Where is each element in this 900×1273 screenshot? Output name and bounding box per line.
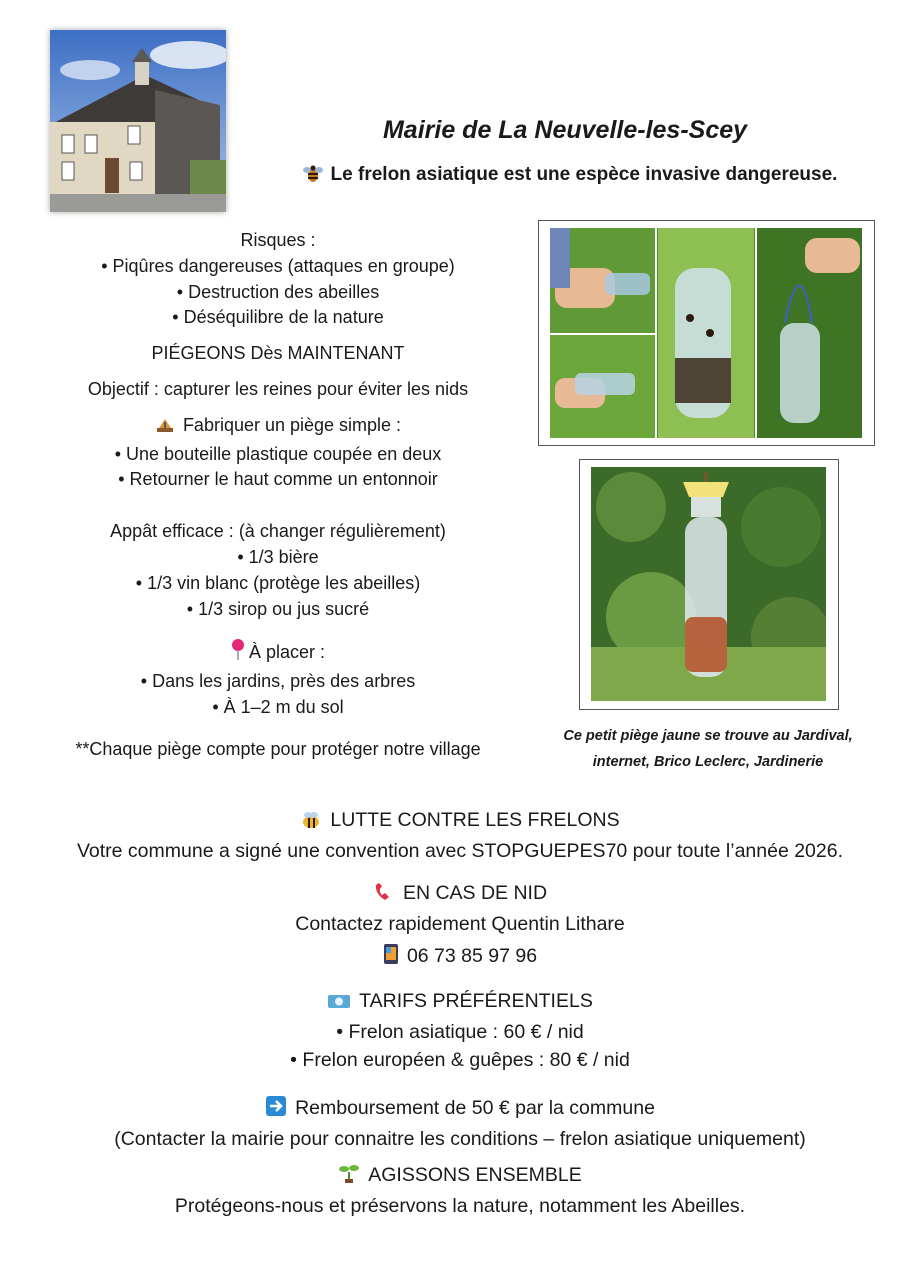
place-item: • Dans les jardins, près des arbres (140, 671, 416, 692)
page-title: Mairie de La Neuvelle-les-Scey (382, 116, 748, 144)
page-subtitle: Le frelon asiatique est une espèce invasive dangereuse. (270, 164, 870, 189)
lutte-text: Votre commune a signé une convention avec STOPGUEPES70 pour toute l’année 2026. (76, 840, 844, 862)
place-item: • À 1–2 m du sol (212, 696, 344, 717)
banknote-icon (327, 990, 351, 1018)
tarif-item: • Frelon européen & guêpes : 80 € / nid (290, 1049, 630, 1071)
bait-item: • 1/3 bière (237, 546, 319, 567)
rembourse-title: Remboursement de 50 € par la commune (30, 1094, 890, 1125)
right-arrow-icon (265, 1095, 287, 1125)
bait-item: • 1/3 sirop ou jus sucré (186, 598, 370, 619)
trap-caption: Ce petit piège jaune se trouve au Jardival, internet, Brico Leclerc, Jardinerie (563, 728, 853, 770)
place-title: À placer : (40, 639, 516, 669)
bait-title: Appât efficace : (à changer régulièrement) (110, 521, 446, 542)
objective-text: Objectif : capturer les reines pour éviter les nids (87, 378, 469, 399)
trap-title: Fabriquer un piège simple : (40, 413, 516, 442)
closing-text: **Chaque piège compte pour protéger notre village (75, 738, 481, 759)
ensemble-text: Protégeons-nous et préservons la nature, notamment les Abeilles. (174, 1195, 746, 1217)
trap-step: • Retourner le haut comme un entonnoir (118, 469, 438, 490)
trap-collage-frame (538, 220, 875, 446)
yellow-trap-frame (579, 459, 839, 710)
rembourse-text: (Contacter la mairie pour connaitre les conditions – frelon asiatique uniquement) (114, 1128, 806, 1150)
nid-title: EN CAS DE NID (30, 879, 890, 910)
tarifs-title: TARIFS PRÉFÉRENTIELS (30, 987, 890, 1018)
bee-icon (300, 809, 322, 837)
hornet-icon (303, 165, 323, 189)
bait-item: • 1/3 vin blanc (protège les abeilles) (135, 572, 421, 593)
trap-collage-photo (550, 228, 862, 438)
trap-step: • Une bouteille plastique coupée en deux (114, 443, 442, 464)
town-hall-photo (50, 30, 226, 212)
yellow-trap-photo (591, 467, 826, 701)
bottom-section (30, 806, 890, 1220)
phone-number: 06 73 85 97 96 (30, 942, 890, 973)
tools-icon (155, 416, 175, 442)
lutte-title: LUTTE CONTRE LES FRELONS (30, 806, 890, 837)
mobile-phone-icon (383, 943, 399, 973)
info-column (40, 228, 516, 763)
call-to-action: PIÉGEONS Dès MAINTENANT (151, 343, 405, 364)
risk-item: • Destruction des abeilles (176, 281, 380, 302)
seedling-icon (338, 1162, 360, 1192)
risks-title: Risques : (240, 230, 316, 250)
tarif-item: • Frelon asiatique : 60 € / nid (336, 1021, 584, 1043)
ensemble-title: AGISSONS ENSEMBLE (30, 1161, 890, 1192)
risk-item: • Déséquilibre de la nature (172, 307, 384, 328)
pushpin-icon (231, 639, 245, 669)
nid-text: Contactez rapidement Quentin Lithare (295, 913, 625, 935)
phone-receiver-icon (373, 882, 395, 910)
risk-item: • Piqûres dangereuses (attaques en groupe) (101, 255, 455, 276)
